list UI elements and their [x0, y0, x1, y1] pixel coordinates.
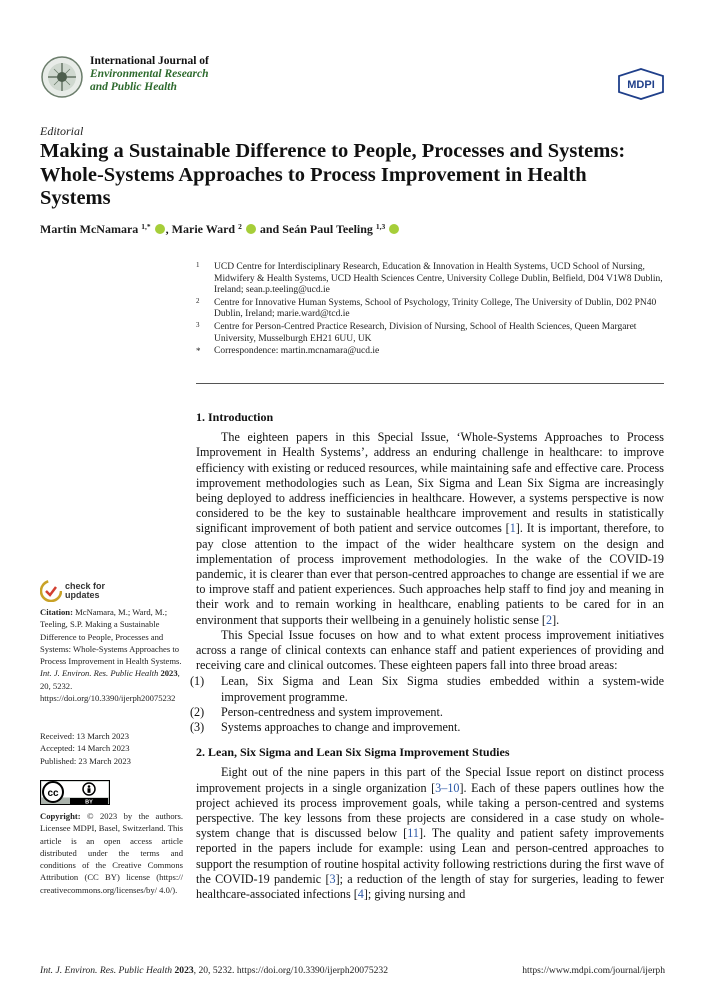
citation-label: Citation: — [40, 607, 73, 617]
main-text — [190, 410, 664, 902]
page-footer — [40, 965, 665, 976]
topic-list — [190, 674, 664, 735]
check-updates-icon — [40, 580, 62, 602]
footer-doi[interactable]: , 20, 5232. https://doi.org/10.3390/ijerph20075232 — [193, 965, 389, 976]
orcid-icon[interactable] — [389, 224, 399, 234]
affiliation-item — [196, 322, 676, 345]
citation-text: McNamara, M.; Ward, M.; Teeling, S.P. Making a Sustainable Difference to People, Processes and Systems: Whole-Systems Approaches to Process Improvement in Health Systems. — [40, 607, 182, 667]
check-updates-label — [65, 582, 105, 601]
paragraph — [196, 765, 664, 902]
list-item-text: Systems approaches to change and improvement. — [221, 720, 461, 735]
published-date: Published: 23 March 2023 — [40, 755, 131, 766]
affiliation-mark: 3 — [196, 320, 200, 329]
author-name[interactable]: Martin McNamara — [40, 222, 139, 236]
affiliation-text: UCD Centre for Interdisciplinary Research, Education & Innovation in Health Systems, UCD School of Nursing, Midwifery & Health Systems, UCD Health Sciences Centre, University College Dublin, Belfield, D04 V1W8 Dublin, Ireland; sean.p.teeling@ucd.ie — [214, 262, 663, 296]
text-run: ]; a reduction of the length of stay for surgeries, leading to fewer healthcare-associated infections [ — [196, 871, 664, 902]
accepted-date: Accepted: 14 March 2023 — [40, 743, 130, 754]
text-run: ]. The quality and patient safety improvements reported in the papers include for example: using Lean and person-centred approaches to support the resumption of routine hospital activity following restrictions during the first wave of the COVID-19 pandemic [ — [196, 826, 664, 886]
affiliation-mark: 1 — [196, 261, 200, 269]
author-list — [40, 222, 400, 237]
publication-dates — [40, 730, 183, 767]
journal-header — [40, 55, 209, 99]
reference-link[interactable]: 1 — [509, 521, 516, 536]
paragraph — [196, 430, 664, 628]
footer-year: 2023 — [174, 965, 194, 976]
journal-name-line1: International Journal of — [90, 55, 209, 67]
text-run: Eight out of the nine papers in this part of the Special Issue report on distinct process improvement projects in a single organization [ — [196, 765, 664, 795]
journal-logo-icon — [40, 55, 84, 99]
journal-name — [90, 55, 209, 94]
correspondence — [196, 346, 676, 358]
section-heading-lean-six-sigma: 2. Lean, Six Sigma and Lean Six Sigma Improvement Studies — [196, 745, 510, 760]
check-updates-line1: check for — [65, 580, 106, 591]
footer-journal-url[interactable]: https://www.mdpi.com/journal/ijerph — [522, 965, 665, 976]
reference-link[interactable]: 2 — [545, 612, 553, 627]
list-number: (1) — [190, 674, 205, 689]
author-separator: , — [165, 222, 172, 236]
citation-year: 2023 — [160, 668, 178, 679]
article-title: Making a Sustainable Difference to People, Processes and Systems: Whole-Systems Approaches to Process Improvement in Health Systems — [40, 140, 626, 209]
affiliation-text: Centre for Innovative Human Systems, School of Psychology, Trinity College, The University of Dublin, D02 PN40 Dublin, Ireland; marie.ward@tcd.ie — [214, 297, 657, 320]
affiliation-item — [196, 298, 676, 321]
footer-citation — [40, 965, 388, 976]
list-number: (3) — [190, 720, 205, 735]
copyright-label: Copyright: — [40, 811, 81, 821]
author-separator: and — [256, 222, 283, 236]
text-run: The eighteen papers in this Special Issue, ‘Whole-Systems Approaches to Process Improvement in Health Systems’, address an enduring challenge in healthcare: to improve efficiency with existing or reduced resources, while maintaining safe and effective care. Process improvement methodologies such as Lean, Six Sigma and Lean Six Sigma are increasingly being deployed to address inefficiencies in healthcare. However, a systems perspective is now considered to be the key to sustainable healthcare improvement and results in statistically significant improvement of both patient and service outcomes [ — [196, 430, 664, 536]
affiliation-text: Centre for Person-Centred Practice Research, Division of Nursing, School of Health Sciences, Queen Margaret University, Musselburgh EH21 6UU, UK — [214, 321, 637, 344]
journal-name-line2: Environmental Research — [90, 68, 209, 80]
list-number: (2) — [190, 704, 205, 719]
paragraph: This Special Issue focuses on how and to what extent process improvement initiatives across a range of clinical contexts can enhance staff and patient experiences of providing and receiving care and clinical outcomes. These eighteen papers fall into three broad areas: — [196, 627, 664, 673]
text-run: ]; giving nursing and — [363, 887, 466, 902]
section-heading-introduction: 1. Introduction — [196, 410, 274, 424]
affiliation-mark: * — [196, 346, 201, 357]
citation-journal: Int. J. Environ. Res. Public Health — [40, 668, 159, 679]
orcid-icon[interactable] — [246, 224, 256, 234]
affiliation-item — [196, 262, 676, 297]
cc-by-license-icon[interactable] — [40, 780, 110, 805]
check-updates-line2: updates — [65, 590, 100, 600]
footer-journal: Int. J. Environ. Res. Public Health — [40, 965, 173, 976]
orcid-icon[interactable] — [155, 224, 165, 234]
text-run: ]. It is important, therefore, to pay close attention to the impact of the wider healthcare system on the design and implementation of process improvement methodologies. In the wake of the COVID-19 pandemic, it is clearer than ever that person-centred approaches to change are essential if we are to improve staff and patient experiences. Such approaches help staff to find joy and meaning in their work and to remain working in healthcare, enabling patients to be cared for in an environment that supports their wellbeing in a genuinely holistic sense [ — [196, 521, 664, 627]
author-name[interactable]: Marie Ward — [171, 222, 236, 236]
article-type: Editorial — [40, 124, 84, 138]
citation-volume-doi[interactable]: , 20, 5232. https://doi.org/10.3390/ijerph20075232 — [40, 668, 180, 704]
list-item — [190, 720, 664, 735]
check-for-updates-button[interactable] — [40, 580, 105, 602]
citation-block — [40, 606, 183, 704]
copyright-text: © 2023 by the authors. Licensee MDPI, Basel, Switzerland. This article is an open access article distributed under the terms and conditions of the Creative Commons Attribution (CC BY) license (https:// creativecommons.org/licenses/by/ 4.0/). — [40, 811, 183, 895]
journal-name-line3: and Public Health — [90, 81, 177, 93]
affiliation-mark: 2 — [196, 296, 200, 305]
text-run: ]. Each of these papers outlines how the project achieved its process improvement goals, while taking a person-centred and systems perspective. The key lessons from these projects are considered in a case study on whole-system change that is discussed below [ — [196, 780, 664, 841]
mdpi-logo-text: MDPI — [627, 79, 655, 91]
author-affiliation-mark: 1,* — [141, 222, 151, 231]
svg-text:cc: cc — [47, 788, 59, 799]
reference-link[interactable]: 11 — [407, 826, 419, 841]
reference-link[interactable]: 4 — [357, 887, 364, 902]
cc-by-text: BY — [85, 799, 93, 805]
list-item-text: Person-centredness and system improvement. — [221, 704, 443, 719]
reference-link[interactable]: 3–10 — [435, 780, 460, 795]
text-run: ]. — [552, 612, 560, 627]
header-divider — [196, 383, 664, 384]
author-affiliation-mark: 2 — [238, 222, 242, 231]
mdpi-logo-icon — [617, 68, 665, 100]
list-item — [190, 674, 664, 704]
received-date: Received: 13 March 2023 — [40, 731, 130, 741]
reference-link[interactable]: 3 — [329, 871, 336, 886]
author-affiliation-mark: 1,3 — [375, 222, 386, 231]
author-name[interactable]: Seán Paul Teeling — [282, 222, 373, 236]
list-item — [190, 705, 664, 720]
affiliations — [196, 262, 676, 359]
list-item-text: Lean, Six Sigma and Lean Six Sigma studies embedded within a system-wide improvement programme. — [221, 674, 664, 704]
correspondence-text: Correspondence: martin.mcnamara@ucd.ie — [214, 346, 380, 357]
copyright-block — [40, 810, 183, 896]
